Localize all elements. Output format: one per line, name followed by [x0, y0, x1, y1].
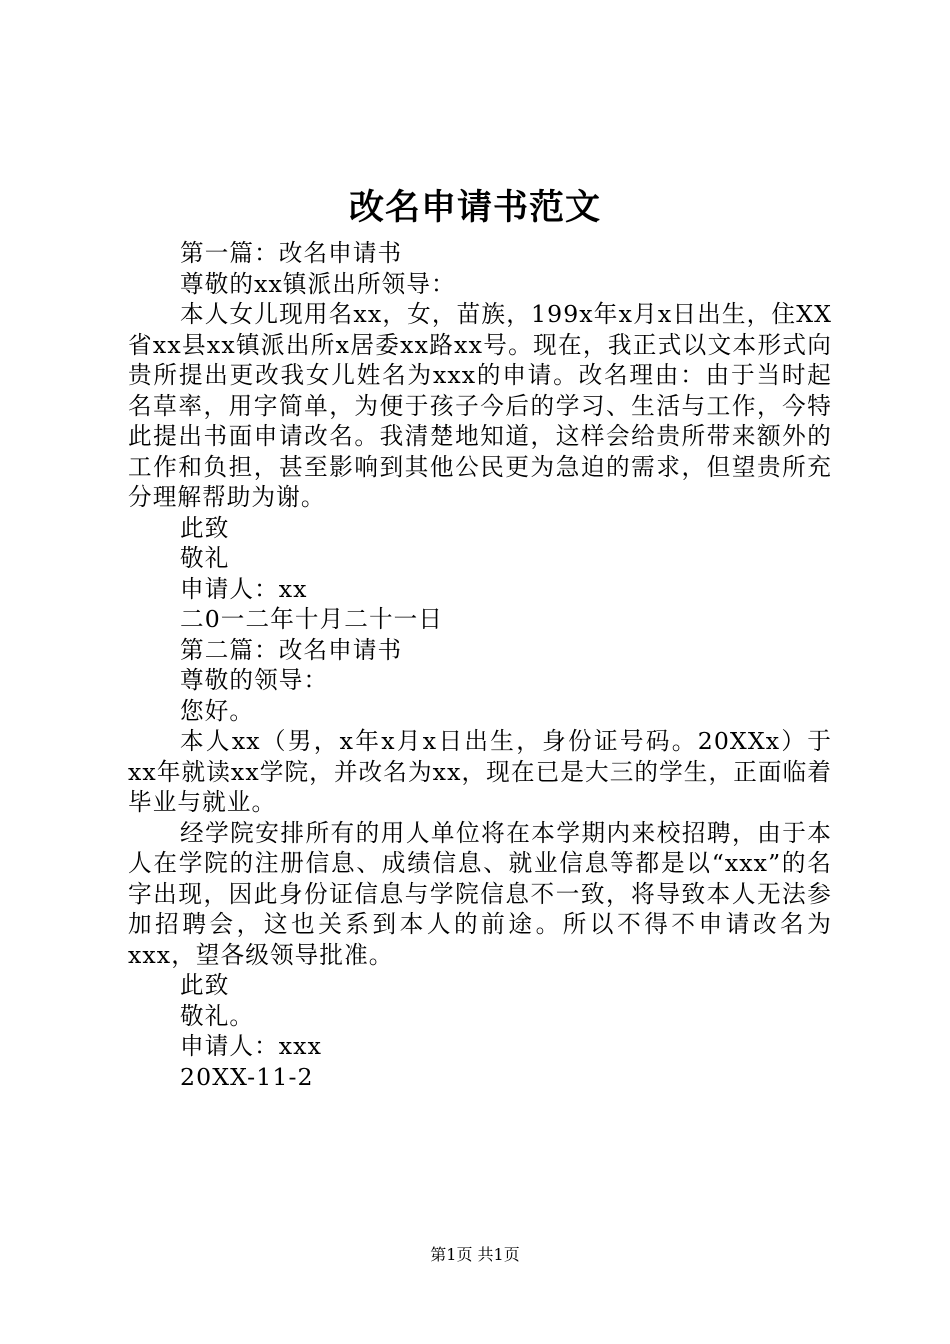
closing-line-1: 此致 — [180, 513, 230, 542]
closing-regards-1: 敬礼 — [180, 544, 230, 572]
salutation-2: 尊敬的领导： — [180, 666, 329, 694]
salutation-1: 尊敬的xx镇派出所领导： — [180, 269, 456, 298]
section-heading-2: 第二篇：改名申请书 — [180, 635, 403, 664]
date-2: 20XX-11-2 — [180, 1062, 314, 1091]
body-paragraph-3: 经学院安排所有的用人单位将在本学期内来校招聘，由于本人在学院的注册信息、成绩信息、就业信息等都是以“xxx”的名字出现，因此身份证信息与学院信息不一致，将导致本人无法参加招聘会，这也关系到本人的前途。所以不得不申请改名为xxx，望各级领导批准。 — [128, 818, 832, 969]
document-title: 改名申请书范文 — [348, 187, 601, 228]
section-heading-1: 第一篇：改名申请书 — [180, 239, 403, 267]
page-footer: 第1页 共1页 — [430, 1245, 520, 1264]
greeting-2: 您好。 — [180, 696, 255, 725]
closing-line-2: 此致 — [180, 971, 230, 999]
body-paragraph-1: 本人女儿现用名xx，女，苗族，199x年x月x日出生，住XX省xx县xx镇派出所x居委xx路xx号。现在，我正式以文本形式向贵所提出更改我女儿姓名为xxx的申请。改名理由：由于当时起名草率，用字简单，为便于孩子今后的学习、生活与工作，今特此提出书面申请改名。我清楚地知道，这样会给贵所带来额外的工作和负担，甚至影响到其他公民更为急迫的需求，但望贵所充分理解帮助为谢。 — [128, 300, 832, 511]
date-1: 二0一二年十月二十一日 — [180, 605, 444, 633]
body-paragraph-2: 本人xx（男，x年x月x日出生，身份证号码。20XXx）于xx年就读xx学院，并改名为xx，现在已是大三的学生，正面临着毕业与就业。 — [128, 727, 832, 816]
closing-regards-2: 敬礼。 — [180, 1001, 255, 1030]
document-body — [128, 238, 832, 1092]
applicant-1: 申请人：xx — [180, 574, 308, 603]
applicant-2: 申请人：xxx — [180, 1032, 322, 1060]
